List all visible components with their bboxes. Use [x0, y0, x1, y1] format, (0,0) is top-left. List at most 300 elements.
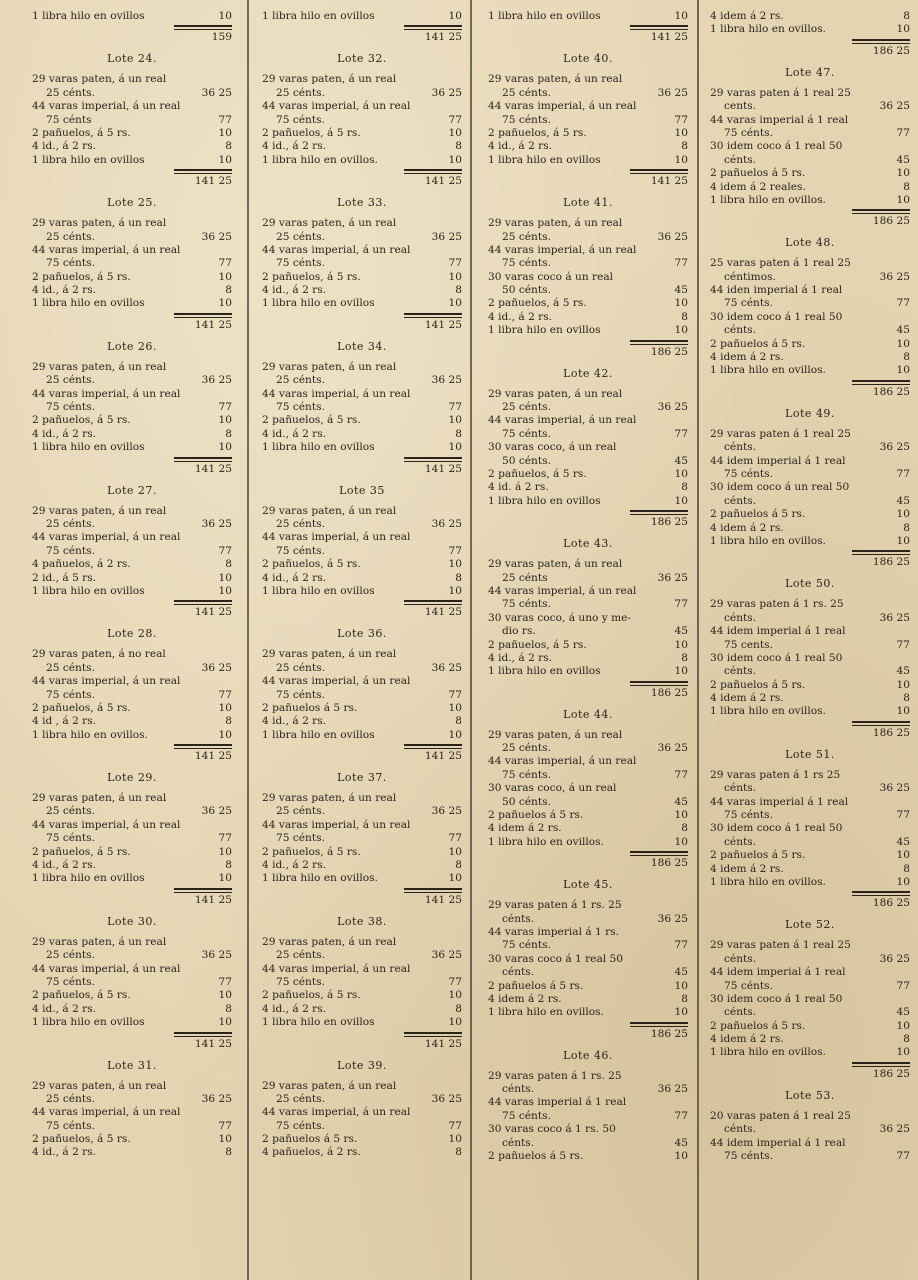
item-amount: 36 25 [657, 1083, 688, 1096]
item-line [710, 679, 910, 692]
item-amount: 45 [896, 665, 910, 678]
item-description: cénts. [724, 153, 757, 166]
total-rule [174, 744, 232, 746]
item-description: 29 varas paten, á un real [488, 558, 623, 571]
item-line [32, 140, 232, 153]
item-amount: 10 [448, 584, 462, 597]
item-line [710, 1006, 910, 1019]
item-amount: 8 [681, 140, 688, 153]
item-line [32, 154, 232, 167]
item-description: 2 pañuelos á 5 rs. [262, 1133, 358, 1146]
item-description: 1 libra hilo en ovillos. [710, 364, 826, 377]
item-amount: 10 [674, 494, 688, 507]
item-amount: 10 [218, 728, 232, 741]
item-amount: 36 25 [431, 230, 462, 243]
item-description: 25 cénts. [502, 86, 551, 99]
item-amount: 10 [896, 23, 910, 36]
item-line [710, 1020, 910, 1033]
item-description: 25 cénts. [46, 805, 95, 818]
item-line [710, 10, 910, 23]
item-description: 75 cénts. [276, 688, 325, 701]
item-amount: 36 25 [657, 742, 688, 755]
lot-heading: Lote 30. [107, 914, 157, 928]
item-line [32, 846, 232, 859]
item-line [262, 675, 462, 688]
item-description: 75 cénts. [724, 126, 773, 139]
lot-heading: Lote 32. [337, 52, 387, 66]
item-line [32, 531, 232, 544]
total-rule [630, 681, 688, 683]
total-rule [174, 888, 232, 890]
total-amount: 141 25 [424, 462, 462, 475]
item-line [262, 505, 462, 518]
item-description: 75 cénts. [46, 975, 95, 988]
item-description: 30 varas coco á 1 real 50 [488, 952, 623, 965]
item-description: 4 id., á 2 rs. [262, 140, 327, 153]
item-amount: 8 [225, 715, 232, 728]
item-line [262, 949, 462, 962]
item-line [32, 114, 232, 127]
item-description: 4 id., á 2 rs. [32, 427, 97, 440]
total-rule [404, 25, 462, 27]
item-description: 44 varas imperial, á un real [262, 100, 411, 113]
item-description: 30 idem coco á 1 real 50 [710, 992, 843, 1005]
item-description: 4 id., á 2 rs. [262, 859, 327, 872]
lot-total [262, 167, 462, 189]
item-description: 1 libra hilo en ovillos. [710, 705, 826, 718]
item-amount: 45 [896, 1006, 910, 1019]
item-line [262, 1003, 462, 1016]
item-line [262, 127, 462, 140]
item-amount: 10 [674, 467, 688, 480]
item-description: 30 idem coco á 1 real 50 [710, 651, 843, 664]
total-rule [404, 892, 462, 893]
item-description: 4 id., á 2 rs. [32, 1146, 97, 1159]
item-description: 44 varas imperial á 1 real [710, 795, 849, 808]
item-amount: 10 [218, 845, 232, 858]
item-line [488, 652, 688, 665]
item-amount: 10 [896, 508, 910, 521]
item-description: 75 cénts. [46, 257, 95, 270]
lot-total [32, 742, 232, 764]
item-line [262, 441, 462, 454]
total-rule [852, 384, 910, 385]
total-rule [630, 685, 688, 686]
item-description: 25 cénts. [502, 742, 551, 755]
item-description: 75 cénts. [724, 297, 773, 310]
item-amount: 36 25 [879, 952, 910, 965]
total-rule [630, 510, 688, 512]
item-line [262, 428, 462, 441]
item-description: 29 varas paten, á un real [32, 935, 167, 948]
item-description: 25 varas paten á 1 real 25 [710, 257, 851, 270]
item-amount: 77 [448, 544, 462, 557]
item-amount: 45 [896, 153, 910, 166]
item-amount: 10 [448, 1133, 462, 1146]
item-line [488, 140, 688, 153]
item-description: 29 varas paten, á un real [488, 728, 623, 741]
item-description: 50 cénts. [502, 284, 551, 297]
item-amount: 10 [448, 558, 462, 571]
item-line [32, 558, 232, 571]
item-line [32, 648, 232, 661]
item-line [710, 652, 910, 665]
item-description: 29 varas paten, á un real [262, 217, 397, 230]
item-description: 44 idem imperial á 1 real [710, 1136, 846, 1149]
item-line [488, 324, 688, 337]
total-amount: 186 25 [872, 215, 910, 228]
item-description: 44 varas imperial, á un real [488, 100, 637, 113]
lot-total [710, 1060, 910, 1082]
item-amount: 10 [218, 126, 232, 139]
item-line [710, 849, 910, 862]
item-line [262, 87, 462, 100]
item-line [32, 271, 232, 284]
item-description: cénts. [724, 835, 757, 848]
item-amount: 45 [896, 494, 910, 507]
item-line [710, 1033, 910, 1046]
lot-heading: Lote 46. [563, 1048, 613, 1062]
lot-total [488, 23, 688, 45]
item-amount: 77 [448, 832, 462, 845]
item-description: 4 id., á 2 rs. [262, 715, 327, 728]
item-line [488, 495, 688, 508]
item-amount: 8 [455, 1002, 462, 1015]
item-line [488, 114, 688, 127]
lot-total [710, 207, 910, 229]
item-amount: 36 25 [879, 782, 910, 795]
total-amount: 141 25 [424, 750, 462, 763]
total-rule [404, 317, 462, 318]
item-line [262, 819, 462, 832]
item-line [710, 598, 910, 611]
item-amount: 36 25 [431, 1092, 462, 1105]
item-amount: 10 [896, 364, 910, 377]
total-rule [174, 313, 232, 315]
item-amount: 8 [681, 310, 688, 323]
item-description: 30 varas coco á un real [488, 270, 614, 283]
total-amount: 186 25 [650, 1027, 688, 1040]
item-description: 4 idem á 2 rs. [710, 10, 784, 22]
item-description: 20 varas paten á 1 real 25 [710, 1109, 851, 1122]
lot-heading: Lote 44. [563, 707, 613, 721]
item-line [262, 702, 462, 715]
item-description: 1 libra hilo en ovillos [488, 494, 601, 507]
item-line [32, 127, 232, 140]
lot-heading: Lote 49. [785, 406, 835, 420]
item-description: 75 cénts. [46, 401, 95, 414]
item-line [710, 612, 910, 625]
item-description: 4 id., á 2 rs. [262, 571, 327, 584]
item-description: 2 pañuelos, á 5 rs. [32, 126, 131, 139]
item-description: 75 cénts. [724, 809, 773, 822]
item-line [262, 648, 462, 661]
item-line [32, 715, 232, 728]
item-description: 1 libra hilo en ovillos. [32, 728, 148, 741]
item-line [32, 1120, 232, 1133]
item-amount: 10 [448, 845, 462, 858]
lot-total [710, 378, 910, 400]
item-description: 1 libra hilo en ovillos. [710, 875, 826, 888]
item-amount: 8 [455, 1146, 462, 1159]
item-amount: 77 [674, 427, 688, 440]
item-line [32, 1146, 232, 1159]
item-line [32, 792, 232, 805]
item-description: 1 libra hilo en ovillos [488, 10, 601, 22]
total-amount: 186 25 [872, 897, 910, 910]
item-line [710, 692, 910, 705]
item-line [710, 154, 910, 167]
item-line [710, 194, 910, 207]
item-line [32, 585, 232, 598]
total-rule [852, 1066, 910, 1067]
lot-heading: Lote 33. [337, 196, 387, 210]
item-amount: 10 [218, 571, 232, 584]
item-line [488, 558, 688, 571]
item-line [262, 585, 462, 598]
item-description: 2 id., á 5 rs. [32, 571, 97, 584]
item-description: 44 varas imperial, á un real [262, 531, 411, 544]
item-description: 25 cénts. [46, 517, 95, 530]
item-line [488, 244, 688, 257]
item-description: 1 libra hilo en ovillos [32, 10, 145, 22]
item-amount: 45 [674, 454, 688, 467]
item-amount: 8 [681, 992, 688, 1005]
item-line [488, 1083, 688, 1096]
item-amount: 36 25 [201, 1092, 232, 1105]
item-description: 4 id., á 2 rs. [488, 140, 553, 153]
lot-total [262, 886, 462, 908]
item-description: 4 idem á 2 rs. [710, 351, 784, 364]
item-description: cénts. [724, 1123, 757, 1136]
item-line [710, 428, 910, 441]
item-description: 75 cénts. [46, 1119, 95, 1132]
item-line [488, 455, 688, 468]
item-amount: 10 [448, 297, 462, 310]
item-line [32, 572, 232, 585]
item-line [262, 963, 462, 976]
item-line [32, 388, 232, 401]
item-description: 44 varas imperial, á un real [32, 387, 181, 400]
item-amount: 77 [218, 401, 232, 414]
lot-heading: Lote 25. [107, 196, 157, 210]
item-line [32, 441, 232, 454]
item-line [262, 388, 462, 401]
item-amount: 8 [455, 284, 462, 297]
item-line [32, 1106, 232, 1119]
item-line [488, 926, 688, 939]
item-description: 25 cénts. [276, 661, 325, 674]
item-description: 29 varas paten, á un real [32, 792, 167, 805]
item-amount: 10 [674, 979, 688, 992]
item-amount: 10 [448, 414, 462, 427]
item-line [262, 531, 462, 544]
item-description: 29 varas paten, á un real [262, 1079, 397, 1092]
item-amount: 10 [674, 1006, 688, 1019]
item-amount: 77 [674, 768, 688, 781]
item-amount: 36 25 [879, 1123, 910, 1136]
item-description: 4 idem á 2 rs. [710, 521, 784, 534]
item-line [262, 10, 462, 23]
item-line [488, 980, 688, 993]
item-line [262, 689, 462, 702]
total-rule [630, 1022, 688, 1024]
item-line [710, 796, 910, 809]
item-amount: 77 [448, 688, 462, 701]
total-amount: 141 25 [424, 318, 462, 331]
item-description: 44 varas imperial, á un real [262, 818, 411, 831]
item-description: 29 varas paten, á un real [32, 1079, 167, 1092]
item-line [262, 100, 462, 113]
item-amount: 10 [674, 835, 688, 848]
item-description: 1 libra hilo en ovillos. [710, 1046, 826, 1059]
item-line [32, 414, 232, 427]
item-line [262, 73, 462, 86]
item-description: 1 libra hilo en ovillos [32, 872, 145, 885]
item-description: 2 pañuelos, á 5 rs. [488, 638, 587, 651]
item-description: 44 varas imperial, á un real [32, 531, 181, 544]
item-line [488, 100, 688, 113]
item-amount: 36 25 [657, 571, 688, 584]
item-description: 4 id., á 2 rs. [32, 859, 97, 872]
item-amount: 36 25 [201, 661, 232, 674]
item-line [262, 140, 462, 153]
item-line [710, 127, 910, 140]
total-rule [404, 604, 462, 605]
total-rule [174, 457, 232, 459]
item-description: 4 id., á 2 rs. [488, 310, 553, 323]
item-description: 75 cénts. [502, 598, 551, 611]
item-description: 1 libra hilo en ovillos. [710, 193, 826, 206]
total-rule [404, 29, 462, 30]
item-line [488, 1096, 688, 1109]
item-amount: 45 [896, 324, 910, 337]
item-line [488, 639, 688, 652]
item-amount: 10 [218, 872, 232, 885]
item-amount: 10 [218, 1016, 232, 1029]
column-divider [697, 0, 699, 1280]
item-description: 29 varas paten á 1 rs 25 [710, 768, 841, 781]
total-amount: 141 25 [650, 175, 688, 188]
item-line [710, 639, 910, 652]
total-rule [630, 1026, 688, 1027]
item-description: 30 varas coco á 1 rs. 50 [488, 1123, 616, 1136]
item-amount: 36 25 [431, 86, 462, 99]
item-description: 75 cénts. [502, 427, 551, 440]
column-divider [470, 0, 472, 1280]
total-rule [404, 169, 462, 171]
lot-heading: Lote 52. [785, 918, 835, 932]
item-description: 44 varas imperial, á un real [262, 962, 411, 975]
item-line [488, 468, 688, 481]
item-amount: 77 [448, 975, 462, 988]
item-line [710, 822, 910, 835]
item-line [32, 936, 232, 949]
item-amount: 10 [218, 1133, 232, 1146]
item-line [32, 217, 232, 230]
item-description: 4 id., á 2 rs. [32, 284, 97, 297]
item-description: 25 cénts. [276, 230, 325, 243]
item-line [710, 1150, 910, 1163]
item-line [710, 311, 910, 324]
item-description: 75 cénts. [276, 544, 325, 557]
item-description: 44 varas imperial, á un real [262, 387, 411, 400]
item-line [32, 100, 232, 113]
lot-heading: Lote 29. [107, 771, 157, 785]
item-description: 4 id., á 2 rs. [32, 1002, 97, 1015]
item-line [262, 545, 462, 558]
item-description: 44 varas imperial á 1 rs. [488, 925, 619, 938]
item-amount: 77 [218, 113, 232, 126]
item-description: 44 varas imperial, á un real [32, 243, 181, 256]
total-rule [174, 461, 232, 462]
item-amount: 8 [903, 1033, 910, 1046]
item-line [710, 1110, 910, 1123]
item-amount: 8 [225, 140, 232, 153]
item-line [488, 993, 688, 1006]
item-line [710, 351, 910, 364]
item-line [32, 989, 232, 1002]
item-line [710, 297, 910, 310]
item-line [262, 297, 462, 310]
lot-heading: Lote 27. [107, 483, 157, 497]
item-line [488, 414, 688, 427]
item-description: 4 id., á 2 rs. [32, 140, 97, 153]
total-amount: 141 25 [194, 1037, 232, 1050]
total-amount: 186 25 [650, 686, 688, 699]
item-amount: 10 [674, 10, 688, 22]
item-amount: 10 [448, 126, 462, 139]
item-description: 1 libra hilo en ovillos [32, 297, 145, 310]
item-amount: 8 [225, 427, 232, 440]
item-amount: 77 [896, 809, 910, 822]
item-description: 2 pañuelos, á 5 rs. [32, 270, 131, 283]
item-amount: 10 [896, 678, 910, 691]
item-description: 1 libra hilo en ovillos. [710, 23, 826, 36]
total-amount: 141 25 [194, 750, 232, 763]
item-line [32, 374, 232, 387]
total-rule [630, 169, 688, 171]
item-line [488, 154, 688, 167]
item-line [488, 939, 688, 952]
item-line [262, 572, 462, 585]
total-rule [174, 1036, 232, 1037]
item-line [32, 401, 232, 414]
item-description: 4 pañuelos, á 2 rs. [32, 558, 131, 571]
item-description: 2 pañuelos á 5 rs. [710, 849, 806, 862]
item-line [488, 782, 688, 795]
lot-heading: Lote 26. [107, 339, 157, 353]
lot-heading: Lote 51. [785, 747, 835, 761]
total-rule [174, 1032, 232, 1034]
item-description: 44 varas imperial, á un real [262, 243, 411, 256]
item-line [32, 963, 232, 976]
total-amount: 186 25 [872, 1067, 910, 1080]
item-line [488, 598, 688, 611]
item-line [710, 87, 910, 100]
lot-total [710, 548, 910, 570]
lot-heading: Lote 45. [563, 878, 613, 892]
item-description: 4 idem á 2 rs. [488, 822, 562, 835]
item-description: 2 pañuelos, á 5 rs. [262, 845, 361, 858]
item-description: cénts. [724, 782, 757, 795]
item-amount: 10 [448, 441, 462, 454]
item-line [32, 689, 232, 702]
item-amount: 36 25 [201, 86, 232, 99]
item-amount: 77 [896, 467, 910, 480]
item-amount: 10 [218, 270, 232, 283]
item-description: 50 cénts. [502, 454, 551, 467]
